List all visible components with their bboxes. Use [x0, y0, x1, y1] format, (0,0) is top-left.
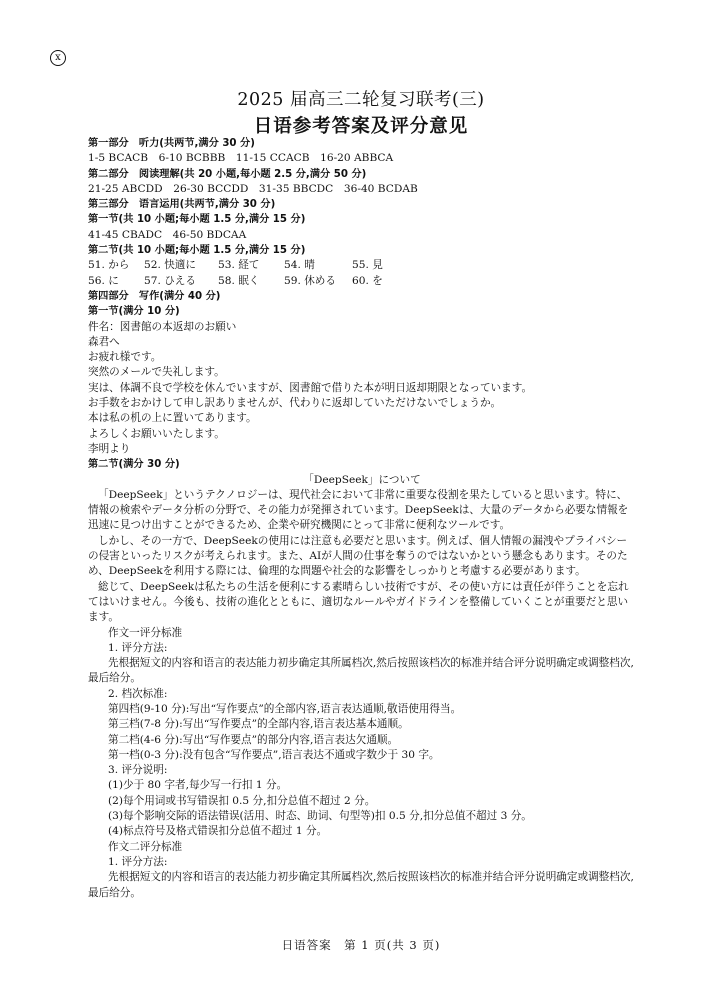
fill-answer: 59. 休める: [284, 274, 336, 287]
document-title: 日语参考答案及评分意见: [253, 116, 469, 137]
language-section1-heading: 第一节(共 10 小题;每小题 1.5 分,满分 15 分): [88, 214, 306, 226]
letter-line: よろしくお願いいたします。: [88, 427, 225, 440]
exam-title: 2025 届高三二轮复习联考(三): [237, 90, 485, 110]
page-footer: 日语答案 第 1 页(共 3 页): [281, 938, 441, 952]
method-text: 先根据短文的内容和语言的表达能力初步确定其所属档次,然后按照该档次的标准并结合评分说明确定或调整档次,最后给分。: [88, 657, 634, 685]
scoring-standard-1-title: 作文一评分标准: [108, 626, 183, 639]
essay-paragraph: 総じて、DeepSeekは私たちの生活を便利にする素晴らしい技術ですが、その使い方には責任が伴うことを忘れてはいけません。今後も、技術の進化とともに、適切なルールやガイドラインを整備していくことが重要だと思います。: [88, 580, 629, 624]
method-label: 1. 评分方法:: [108, 641, 168, 654]
writing-section2-heading: 第二节(满分 30 分): [88, 459, 180, 471]
writing-heading: 第四部分 写作(满分 40 分): [88, 290, 221, 302]
fill-answer: 58. 眠く: [218, 274, 260, 287]
fill-answer: 55. 見: [352, 259, 383, 272]
letter-line: 李明より: [88, 442, 131, 455]
language-use-heading: 第三部分 语言运用(共两节,满分 30 分): [88, 199, 276, 211]
reading-heading: 第二部分 阅读理解(共 20 小题,每小题 2.5 分,满分 50 分): [88, 168, 367, 180]
grades-label: 2. 档次标准:: [108, 687, 168, 700]
fill-answer: 53. 経て: [218, 259, 260, 272]
essay-paragraph: しかし、その一方で、DeepSeekの使用には注意も必要だと思います。例えば、個人情報の漏洩やプライバシーの侵害といったリスクが考えられます。また、AIが人間の仕事を奪うのではないかという懸念もあります。そのため、DeepSeekを利用する際には、倫理的な問題や社会的な影響をしっかりと考慮する必要があります。: [88, 534, 628, 578]
fill-answer: 54. 晴: [284, 259, 315, 272]
grade-item: 第一档(0-3 分):没有包含“写作要点”,语言表达不通或字数少于 30 字。: [108, 748, 440, 761]
method2-label: 1. 评分方法:: [108, 855, 168, 868]
fill-answer: 57. ひえる: [144, 274, 196, 287]
listening-answers: 1-5 BCACB 6-10 BCBBB 11-15 CCACB 16-20 ABBCA: [88, 152, 394, 165]
grade-item: 第三档(7-8 分):写出“写作要点”的全部内容,语言表达基本通顺。: [108, 718, 409, 731]
listening-heading: 第一部分 听力(共两节,满分 30 分): [88, 138, 255, 149]
note-item: (4)标点符号及格式错误扣分总值不超过 1 分。: [108, 825, 328, 838]
grade-item: 第二档(4-6 分):写出“写作要点”的部分内容,语言表达欠通顺。: [108, 733, 399, 746]
fill-answer: 56. に: [88, 274, 119, 287]
reading-answers: 21-25 ABCDD 26-30 BCCDD 31-35 BBCDC 36-40 BCDAB: [88, 182, 418, 195]
fill-answer: 52. 快適に: [144, 259, 196, 272]
writing-section1-heading: 第一节(满分 10 分): [88, 306, 180, 318]
letter-line: 突然のメールで失礼します。: [88, 366, 225, 379]
method2-text: 先根据短文的内容和语言的表达能力初步确定其所属档次,然后按照该档次的标准并结合评分说明确定或调整档次,最后给分。: [88, 871, 634, 899]
essay-title: 「DeepSeek」について: [303, 473, 421, 486]
language-section1-answers: 41-45 CBADC 46-50 BDCAA: [88, 228, 247, 241]
answer-content: [88, 136, 636, 901]
fill-answers-row-2: [88, 274, 636, 289]
note-item: (1)少于 80 字者,每少写一行扣 1 分。: [108, 779, 288, 792]
letter-line: お手数をおかけして申し訳ありませんが、代わりに返却していただけないでしょうか。: [88, 397, 502, 410]
scoring-standard-2-title: 作文二评分标准: [108, 840, 183, 853]
fill-answer: 51. から: [88, 259, 130, 272]
note-item: (3)每个影响交际的语法错误(活用、时态、助词、句型等)扣 0.5 分,扣分总值不超过 3 分。: [108, 810, 532, 823]
letter-line: 件名：図書館の本返却のお願い: [88, 320, 237, 333]
letter-line: 本は私の机の上に置いてあります。: [88, 412, 257, 425]
fill-answer: 60. を: [352, 274, 383, 287]
corner-mark-icon: x: [50, 50, 66, 66]
note-item: (2)每个用词或书写错误扣 0.5 分,扣分总值不超过 2 分。: [108, 794, 376, 807]
fill-answers-row-1: [88, 258, 636, 273]
letter-line: 森君へ: [88, 335, 120, 348]
letter-line: お疲れ様です。: [88, 351, 162, 364]
essay-paragraph: 「DeepSeek」というテクノロジーは、現代社会において非常に重要な役割を果たしていると思います。特に、情報の検索やデータ分析の分野で、その能力が発揮されています。DeepSeekは、大量のデータから必要な情報を迅速に見つけ出すことができるため、企業や研究機関にとって非常に便利なツールです。: [88, 488, 629, 532]
language-section2-heading: 第二节(共 10 小题;每小题 1.5 分,满分 15 分): [88, 245, 306, 257]
letter-line: 実は、体調不良で学校を休んでいますが、図書館で借りた本が明日返却期限となっています。: [88, 381, 533, 394]
grade-item: 第四档(9-10 分):写出“写作要点”的全部内容,语言表达通顺,敬语使用得当。: [108, 702, 462, 715]
notes-label: 3. 评分说明:: [108, 764, 168, 777]
